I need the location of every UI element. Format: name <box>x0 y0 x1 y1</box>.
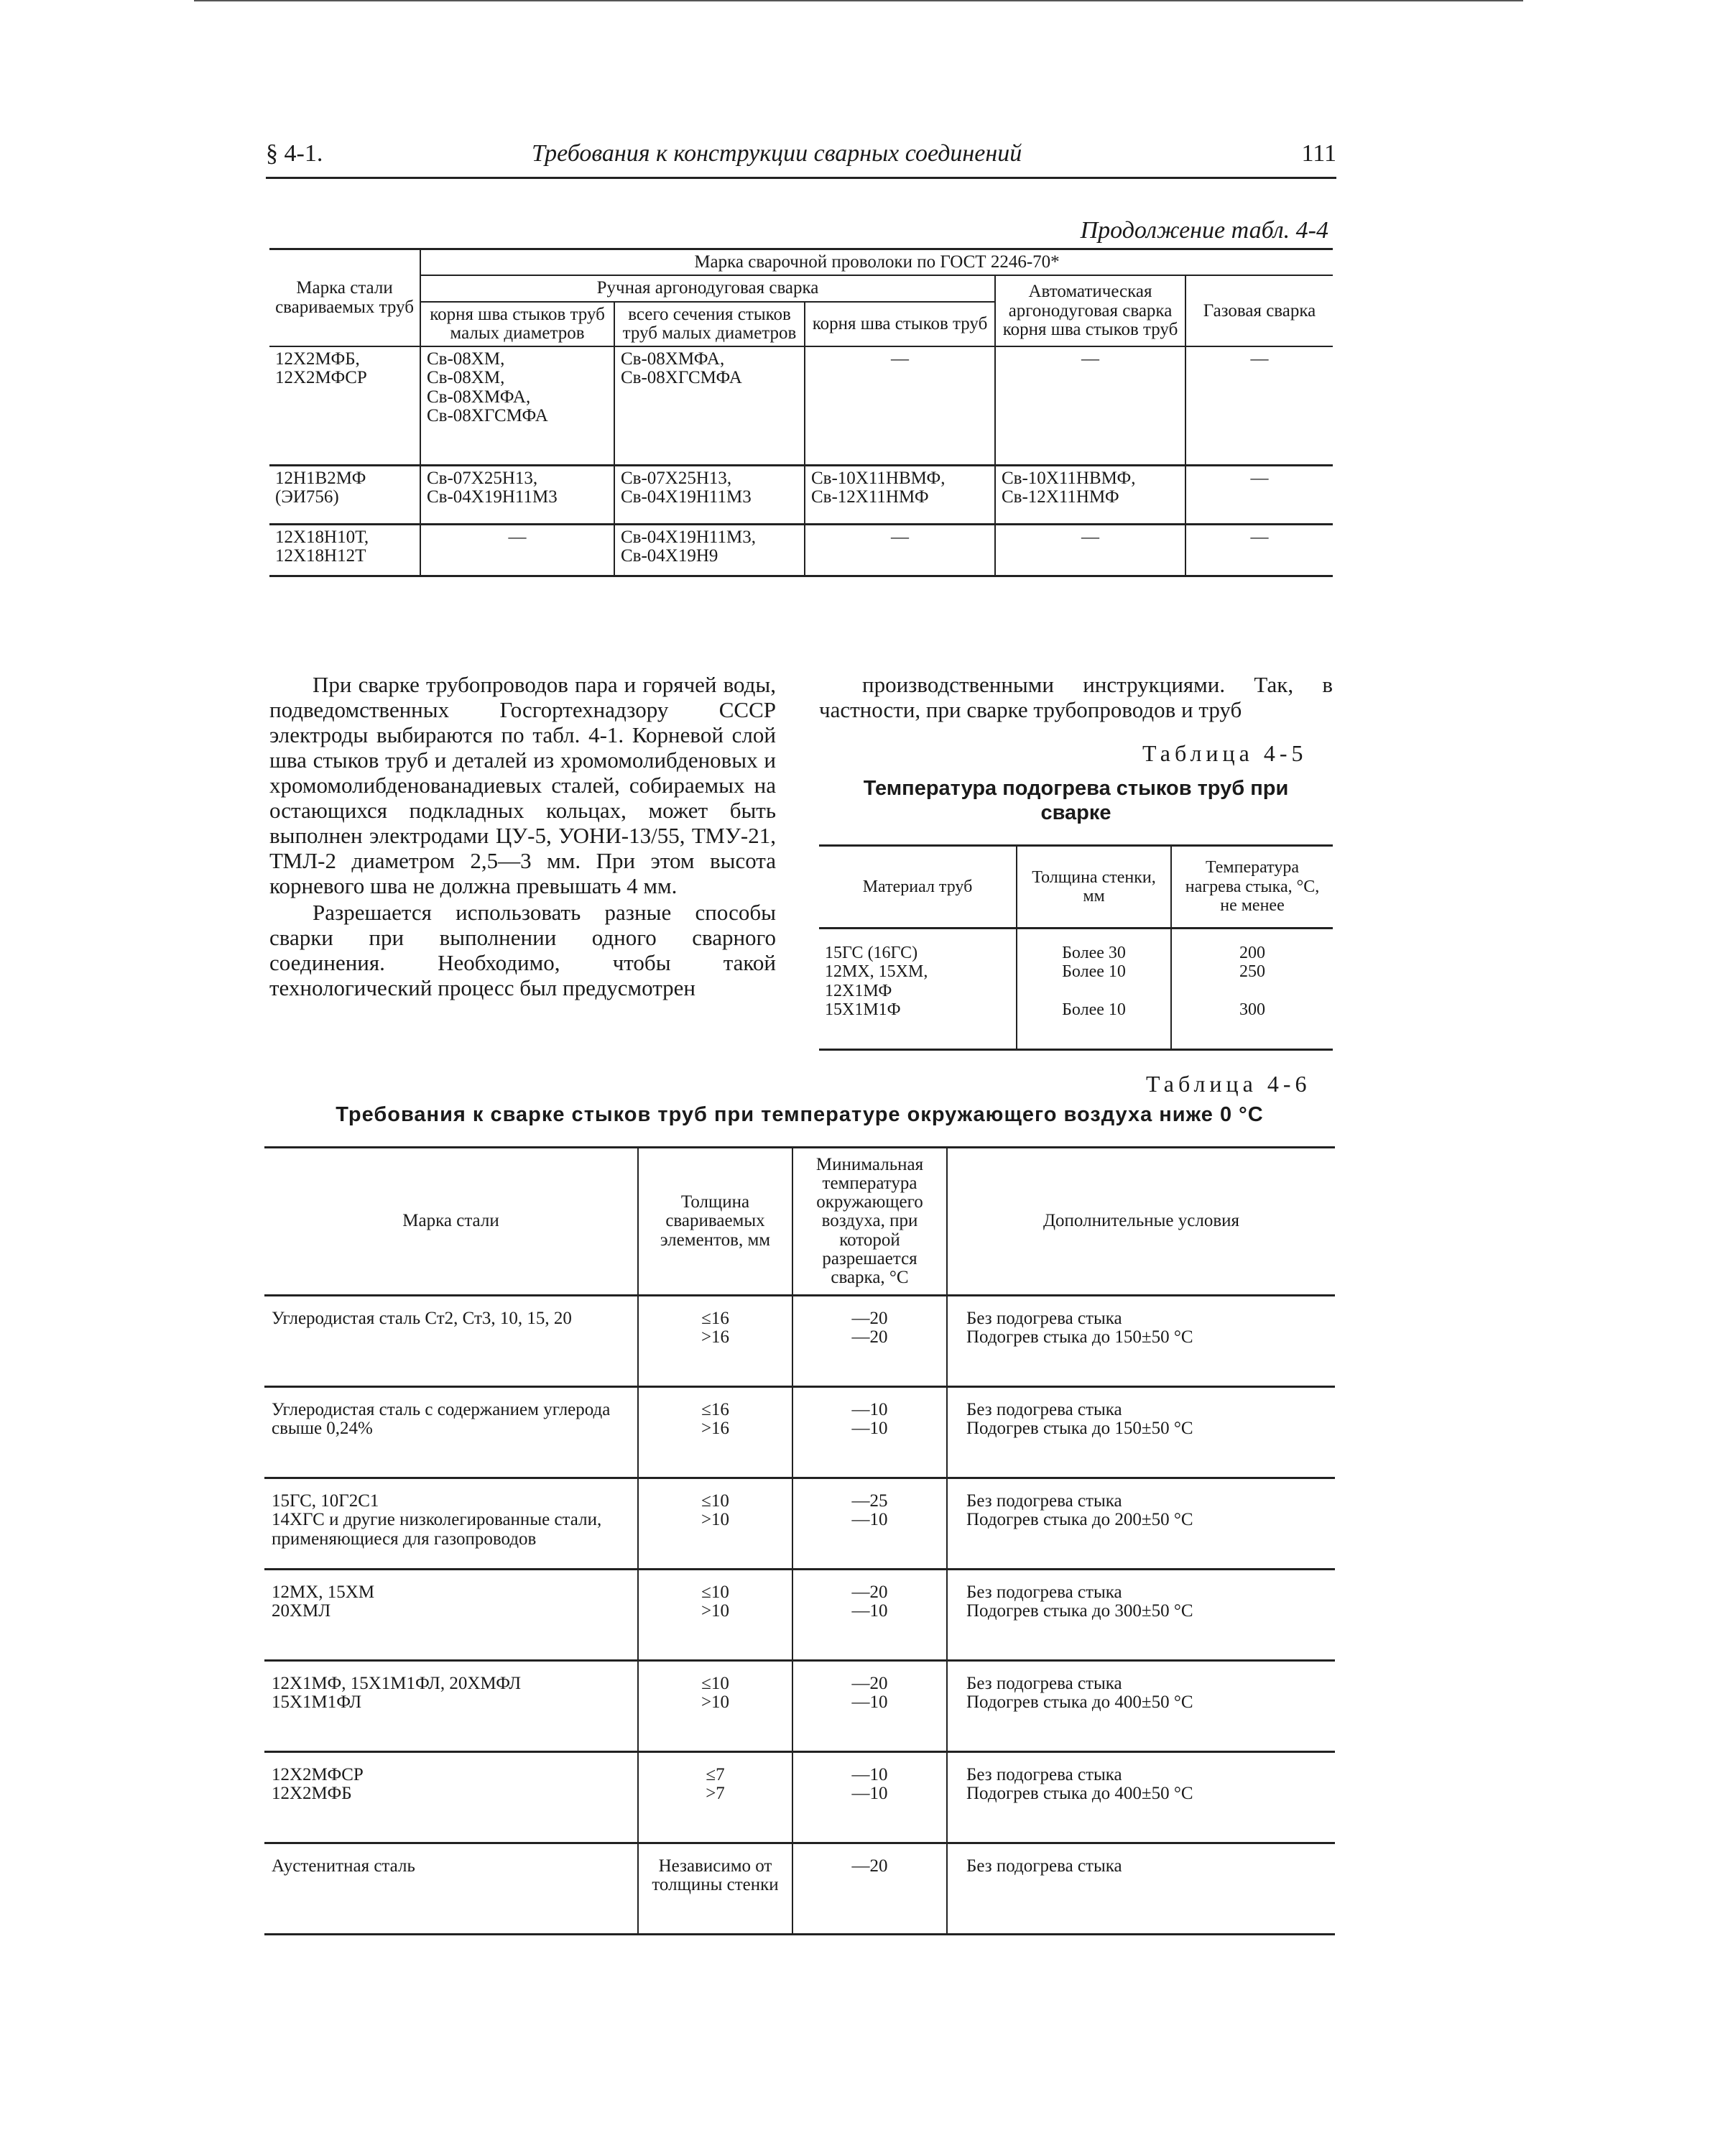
cell-min-temp: —25 —10 <box>792 1478 947 1570</box>
cell-min-temp: —20 —10 <box>792 1570 947 1661</box>
cell-root-small: Св-07Х25Н13, Св-04Х19Н11М3 <box>420 465 614 524</box>
cell-steel: 12Х1МФ, 15Х1М1ФЛ, 20ХМФЛ 15Х1М1ФЛ <box>264 1661 638 1752</box>
cell-thickness: ≤10 >10 <box>638 1478 792 1570</box>
table-continuation-label: Продолжение табл. 4-4 <box>1080 217 1328 244</box>
body-text-right <box>819 672 1333 722</box>
cell-steel: Аустенитная сталь <box>264 1843 638 1935</box>
cell-thickness: ≤16 >16 <box>638 1387 792 1478</box>
running-header <box>266 140 1336 175</box>
header-root-joints: корня шва стыков труб <box>805 302 995 347</box>
cell-auto: — <box>995 346 1185 465</box>
body-text-left <box>269 672 776 1000</box>
cell-steel: 12Н1В2МФ (ЭИ756) <box>269 465 420 524</box>
table-4-5 <box>819 844 1333 1051</box>
page-number: 111 <box>1301 140 1336 167</box>
cell-gas: — <box>1185 465 1333 524</box>
cell-root-joints: — <box>805 346 995 465</box>
table-row <box>264 1570 1335 1661</box>
cell-steel: Углеродистая сталь с содержанием углерода свыше 0,24% <box>264 1387 638 1478</box>
cell-min-temp: —20 <box>792 1843 947 1935</box>
cell-steel: 12Х2МФБ, 12Х2МФСР <box>269 346 420 465</box>
header-root-small: корня шва стыков труб малых диаметров <box>420 302 614 347</box>
header-wire-grade: Марка сварочной проволоки по ГОСТ 2246-70* <box>420 249 1333 276</box>
cell-conditions: Без подогрева стыка Подогрев стыка до 150±50 °С <box>947 1296 1335 1387</box>
cell-temperature: 200 250 300 <box>1171 929 1333 1050</box>
table-row <box>269 524 1333 576</box>
cell-steel: 12Х2МФСР 12Х2МФБ <box>264 1752 638 1843</box>
header-wall-thickness: Толщина стенки, мм <box>1017 846 1171 929</box>
header-additional-conditions: Дополнительные условия <box>947 1148 1335 1296</box>
cell-gas: — <box>1185 524 1333 576</box>
cell-steel: 12Х18Н10Т, 12Х18Н12Т <box>269 524 420 576</box>
header-steel-grade: Марка стали свариваемых труб <box>269 249 420 347</box>
paragraph: Разрешается использовать разные способы сварки при выполнении одного сварного соединения. Необходимо, чтобы такой технологический процесс был предусмотрен <box>269 900 776 1000</box>
cell-conditions: Без подогрева стыка Подогрев стыка до 150±50 °С <box>947 1387 1335 1478</box>
cell-min-temp: —20 —10 <box>792 1661 947 1752</box>
cell-auto: Св-10Х11НВМФ, Св-12Х11НМФ <box>995 465 1185 524</box>
table-row <box>264 1752 1335 1843</box>
table-4-4 <box>269 248 1333 577</box>
cell-thickness: ≤10 >10 <box>638 1570 792 1661</box>
table-row <box>269 465 1333 524</box>
table-4-5-caption: Температура подогрева стыков труб при сварке <box>863 777 1289 824</box>
running-title: Требования к конструкции сварных соединений <box>532 140 1022 167</box>
header-min-air-temp: Минимальная температура окружающего воздуха, при которой разрешается сварка, °С <box>792 1148 947 1296</box>
cell-root-small: Св-08ХМ, Св-08ХМ, Св-08ХМФА, Св-08ХГСМФА <box>420 346 614 465</box>
cell-conditions: Без подогрева стыка Подогрев стыка до 200±50 °С <box>947 1478 1335 1570</box>
table-4-6-label: Таблица 4-6 <box>1146 1071 1311 1097</box>
cell-min-temp: —10 —10 <box>792 1752 947 1843</box>
table-row <box>264 1387 1335 1478</box>
header-gas-welding: Газовая сварка <box>1185 275 1333 346</box>
cell-conditions: Без подогрева стыка <box>947 1843 1335 1935</box>
table-row <box>264 1661 1335 1752</box>
cell-root-joints: — <box>805 524 995 576</box>
cell-steel: Углеродистая сталь Ст2, Ст3, 10, 15, 20 <box>264 1296 638 1387</box>
header-manual-argon: Ручная аргонодуговая сварка <box>420 275 995 301</box>
cell-conditions: Без подогрева стыка Подогрев стыка до 400±50 °С <box>947 1661 1335 1752</box>
cell-thickness: ≤10 >10 <box>638 1661 792 1752</box>
cell-steel: 12МХ, 15ХМ 20ХМЛ <box>264 1570 638 1661</box>
cell-full-small: Св-07Х25Н13, Св-04Х19Н11М3 <box>614 465 805 524</box>
table-row <box>819 929 1333 1050</box>
cell-conditions: Без подогрева стыка Подогрев стыка до 300±50 °С <box>947 1570 1335 1661</box>
cell-materials: 15ГС (16ГС) 12МХ, 15ХМ, 12Х1МФ 15Х1М1Ф <box>819 929 1017 1050</box>
cell-thickness: ≤16 >16 <box>638 1296 792 1387</box>
header-steel-grade: Марка стали <box>264 1148 638 1296</box>
cell-min-temp: —10 —10 <box>792 1387 947 1478</box>
cell-root-joints: Св-10Х11НВМФ, Св-12Х11НМФ <box>805 465 995 524</box>
table-row <box>269 346 1333 465</box>
cell-gas: — <box>1185 346 1333 465</box>
header-material: Материал труб <box>819 846 1017 929</box>
cell-thickness: ≤7 >7 <box>638 1752 792 1843</box>
cell-thickness: Более 30 Более 10 Более 10 <box>1017 929 1171 1050</box>
paragraph: При сварке трубопроводов пара и горячей воды, подведомственных Госгортехнадзору СССР электроды выбираются по табл. 4-1. Корневой слой шва стыков труб и деталей из хромомолибденовых и хромомолибденованадиевых сталей, собираемых на остающихся подкладных кольцах, может быть выполнен электродами ЦУ-5, УОНИ-13/55, ТМУ-21, ТМЛ-2 диаметром 2,5—3 мм. При этом высота корневого шва не должна превышать 4 мм. <box>269 672 776 898</box>
table-4-6-caption: Требования к сварке стыков труб при температуре окружающего воздуха ниже 0 °С <box>336 1103 1264 1126</box>
cell-root-small: — <box>420 524 614 576</box>
cell-auto: — <box>995 524 1185 576</box>
cell-min-temp: —20 —20 <box>792 1296 947 1387</box>
section-number: § 4-1. <box>266 140 323 167</box>
cell-full-small: Св-08ХМФА, Св-08ХГСМФА <box>614 346 805 465</box>
table-row <box>264 1296 1335 1387</box>
paragraph: производственными инструкциями. Так, в частности, при сварке трубопроводов и труб <box>819 672 1333 722</box>
page-top-border <box>194 0 1523 1</box>
table-4-6 <box>264 1146 1335 1935</box>
table-4-5-label: Таблица 4-5 <box>1142 740 1308 766</box>
cell-conditions: Без подогрева стыка Подогрев стыка до 400±50 °С <box>947 1752 1335 1843</box>
cell-steel: 15ГС, 10Г2С1 14ХГС и другие низколегированные стали, применяющиеся для газопроводов <box>264 1478 638 1570</box>
header-rule <box>266 177 1336 179</box>
table-row <box>264 1478 1335 1570</box>
header-element-thickness: Толщина свариваемых элементов, мм <box>638 1148 792 1296</box>
header-preheat-temp: Температура нагрева стыка, °С, не менее <box>1171 846 1333 929</box>
header-full-small: всего сечения стыков труб малых диаметров <box>614 302 805 347</box>
cell-thickness: Независимо от толщины стенки <box>638 1843 792 1935</box>
cell-full-small: Св-04Х19Н11М3, Св-04Х19Н9 <box>614 524 805 576</box>
table-row <box>264 1843 1335 1935</box>
header-auto-argon: Автоматическая аргонодуговая сварка корня шва стыков труб <box>995 275 1185 346</box>
